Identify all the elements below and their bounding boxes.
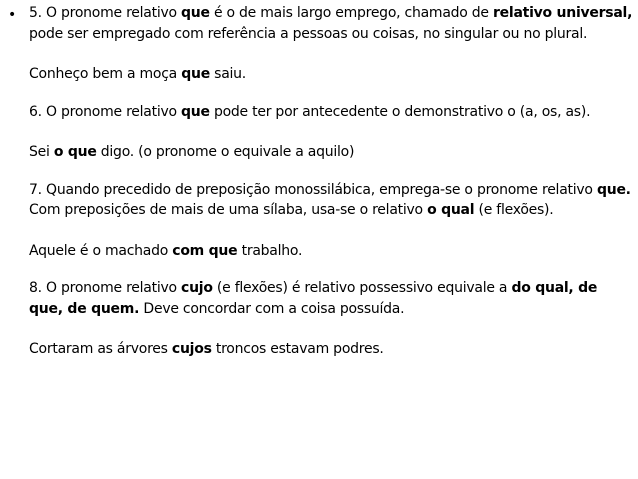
- rule-6-text: 6. O pronome relativo que pode ter por antecedente o demonstrativo o (a, os, as).: [29, 103, 591, 120]
- highlight-term: cujos: [171, 341, 212, 357]
- highlight-term: que: [181, 5, 210, 21]
- example-7-text: Aquele é o machado com que trabalho.: [29, 242, 303, 259]
- highlight-term: que: [181, 103, 210, 120]
- highlight-term: o qual: [427, 202, 475, 218]
- highlight-term: do qual, de que, de quem.: [29, 280, 598, 317]
- highlight-term: que.: [596, 181, 631, 198]
- example-5-text: Conheço bem a moça que saiu.: [29, 66, 246, 82]
- slide-content: [29, 3, 635, 360]
- highlight-term: com que: [172, 242, 238, 259]
- highlight-term: que: [181, 66, 210, 82]
- highlight-term: cujo: [181, 280, 213, 296]
- example-6-text: Sei o que digo. (o pronome o equivale a aquilo): [29, 144, 355, 160]
- rule-8-text: 8. O pronome relativo cujo (e flexões) é relativo possessivo equivale a do qual, de que, de quem. Deve concordar com a coisa possuída.: [29, 280, 598, 317]
- example-8-text: Cortaram as árvores cujos troncos estavam podres.: [29, 341, 384, 357]
- highlight-term: relativo universal,: [493, 5, 633, 21]
- rule-7-text: 7. Quando precedido de preposição monossilábica, emprega-se o pronome relativo que. Com preposições de mais de uma sílaba, usa-se o relativo o qual (e flexões).: [29, 181, 631, 218]
- rule-5-text: 5. O pronome relativo que é o de mais largo emprego, chamado de relativo universal, pode ser empregado com referência a pessoas ou coisas, no singular ou no plural.: [29, 5, 633, 42]
- bullet-marker: •: [8, 7, 17, 23]
- highlight-term: o que: [53, 144, 97, 160]
